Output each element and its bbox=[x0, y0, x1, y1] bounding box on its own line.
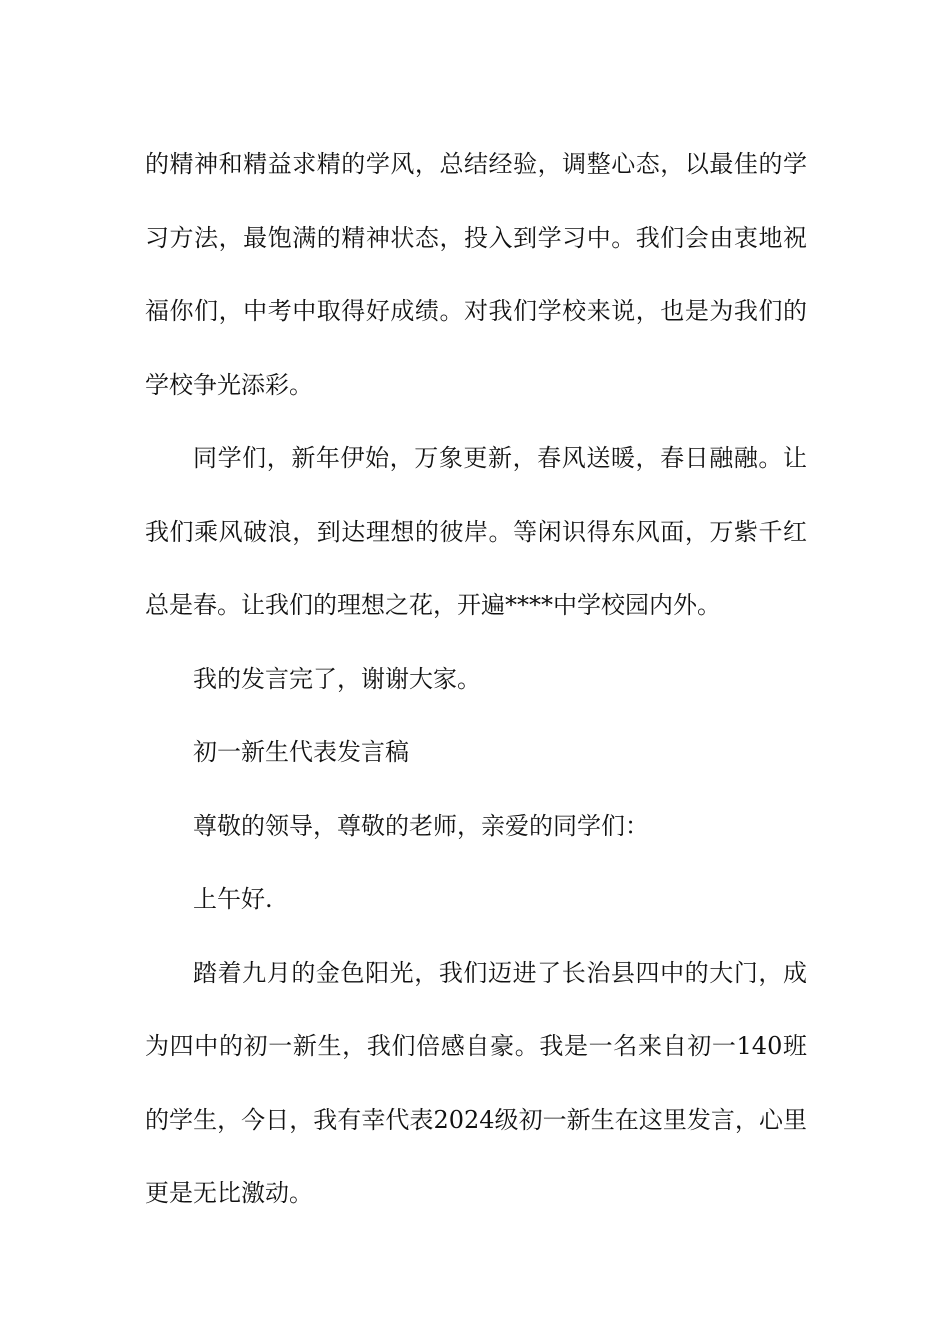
paragraph-greeting: 上午好. bbox=[193, 885, 273, 913]
section-title: 初一新生代表发言稿 bbox=[193, 738, 409, 766]
paragraph-continuation: 的精神和精益求精的学风，总结经验，调整心态，以最佳的学习方法，最饱满的精神状态，投入到学习中。我们会由衷地祝福你们，中考中取得好成绩。对我们学校来说，也是为我们的学校争光添彩。 bbox=[145, 150, 807, 399]
paragraph-salutation: 尊敬的领导，尊敬的老师，亲爱的同学们： bbox=[193, 811, 649, 840]
paragraph-new-year: 同学们，新年伊始，万象更新，春风送暖，春日融融。让我们乘风破浪，到达理想的彼岸。等闲识得东风面，万紫千红总是春。让我们的理想之花，开遍****中学校园内外。 bbox=[145, 444, 807, 619]
paragraph-introduction: 踏着九月的金色阳光，我们迈进了长治县四中的大门，成为四中的初一新生，我们倍感自豪。我是一名来自初一140班的学生，今日，我有幸代表2024级初一新生在这里发言，心里更是无比激动。 bbox=[145, 958, 807, 1207]
document-body bbox=[145, 128, 807, 1231]
paragraph-closing: 我的发言完了，谢谢大家。 bbox=[193, 664, 481, 693]
